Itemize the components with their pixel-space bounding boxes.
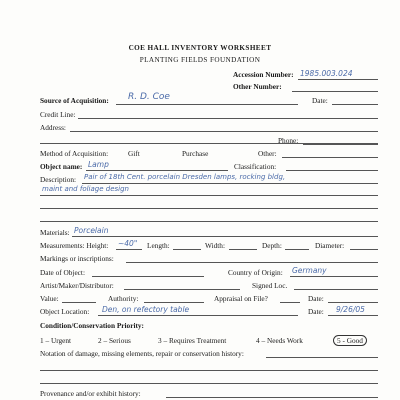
purchase-option[interactable]: Purchase (182, 149, 209, 158)
country-value[interactable]: Germany (292, 266, 327, 275)
length-line[interactable] (173, 249, 201, 250)
description-value-1[interactable]: Pair of 18th Cent. porcelain Dresden lamps, rocking bldg, (84, 173, 286, 181)
measurements-label: Measurements: Height: (40, 241, 109, 250)
length-label: Length: (147, 241, 170, 250)
date-of-object-label: Date of Object: (40, 268, 85, 277)
accession-number-value[interactable]: 1985.003.024 (300, 69, 353, 78)
worksheet-title: COE HALL INVENTORY WORKSHEET (128, 44, 272, 52)
object-name-label: Object name: (40, 162, 83, 171)
description-line-2 (40, 195, 378, 196)
notation-line-1[interactable] (266, 357, 378, 358)
source-value[interactable]: R. D. Coe (128, 92, 170, 102)
location-date-label: Date: (308, 307, 324, 316)
value-label: Value: (40, 294, 59, 303)
object-location-label: Object Location: (40, 307, 90, 316)
object-name-line (86, 170, 228, 171)
depth-label: Depth: (262, 241, 282, 250)
description-line-4[interactable] (40, 221, 378, 222)
address-line[interactable] (70, 131, 378, 132)
gift-option[interactable]: Gift (128, 149, 140, 158)
accession-number-label: Accession Number: (233, 70, 294, 79)
location-date-line (328, 315, 378, 316)
appraisal-line[interactable] (280, 302, 300, 303)
accession-number-line (298, 79, 378, 80)
artist-line[interactable] (124, 289, 240, 290)
country-line (290, 276, 378, 277)
notation-line-3[interactable] (40, 383, 378, 384)
location-date-value[interactable]: 9/26/05 (336, 305, 365, 314)
object-location-line (98, 315, 298, 316)
other-method-line[interactable] (282, 157, 378, 158)
other-number-label: Other Number: (233, 82, 282, 91)
appraisal-label: Appraisal on File? (214, 294, 268, 303)
other-method-label: Other: (258, 149, 277, 158)
phone-line[interactable] (303, 144, 378, 145)
signed-loc-line[interactable] (294, 289, 378, 290)
artist-label: Artist/Maker/Distributor: (40, 281, 114, 290)
markings-label: Markings or inscriptions: (40, 254, 114, 263)
credit-line-label: Credit Line: (40, 110, 76, 119)
materials-line (72, 236, 378, 237)
source-line (116, 104, 298, 105)
markings-line[interactable] (126, 262, 378, 263)
depth-line[interactable] (285, 249, 309, 250)
value-line[interactable] (62, 302, 96, 303)
description-value-2[interactable]: maint and foliage design (42, 185, 129, 193)
phone-label: Phone: (278, 136, 299, 145)
source-label: Source of Acquisition: (40, 96, 109, 105)
height-value[interactable]: ~40" (118, 239, 138, 248)
description-label: Description: (40, 175, 77, 184)
appraisal-date-line[interactable] (328, 302, 378, 303)
height-line (116, 249, 142, 250)
materials-label: Materials: (40, 228, 70, 237)
method-label: Method of Acquisition: (40, 149, 109, 158)
source-date-line[interactable] (332, 104, 378, 105)
provenance-line[interactable] (166, 397, 378, 398)
address-label: Address: (40, 123, 66, 132)
width-line[interactable] (229, 249, 257, 250)
priority-serious[interactable]: 2 – Serious (98, 336, 131, 345)
notation-line-2[interactable] (40, 370, 378, 371)
notation-label: Notation of damage, missing elements, repair or conservation history: (40, 349, 244, 358)
country-label: Country of Origin: (228, 268, 283, 277)
foundation-subtitle: PLANTING FIELDS FOUNDATION (139, 56, 261, 64)
priority-urgent[interactable]: 1 – Urgent (40, 336, 72, 345)
appraisal-date-label: Date: (308, 294, 324, 303)
date-of-object-line[interactable] (92, 276, 204, 277)
diameter-line[interactable] (350, 249, 378, 250)
other-number-line[interactable] (292, 91, 378, 92)
authority-line[interactable] (144, 302, 204, 303)
diameter-label: Diameter: (315, 241, 345, 250)
credit-line-line[interactable] (78, 118, 378, 119)
description-line-1 (82, 183, 378, 184)
width-label: Width: (205, 241, 225, 250)
priority-requires-treatment[interactable]: 3 – Requires Treatment (158, 336, 227, 345)
classification-label: Classification: (234, 162, 277, 171)
source-date-label: Date: (312, 96, 328, 105)
signed-loc-label: Signed Loc. (252, 281, 288, 290)
object-location-value[interactable]: Den, on refectory table (102, 305, 190, 314)
authority-label: Authority: (108, 294, 139, 303)
description-line-3[interactable] (40, 208, 378, 209)
priority-needs-work[interactable]: 4 – Needs Work (256, 336, 303, 345)
priority-good-circled[interactable]: 5 - Good (333, 335, 367, 346)
object-name-value[interactable]: Lamp (88, 160, 109, 169)
provenance-label: Provenance and/or exhibit history: (40, 389, 141, 398)
classification-line[interactable] (286, 170, 378, 171)
materials-value[interactable]: Porcelain (74, 226, 109, 235)
condition-heading: Condition/Conservation Priority: (40, 321, 144, 330)
